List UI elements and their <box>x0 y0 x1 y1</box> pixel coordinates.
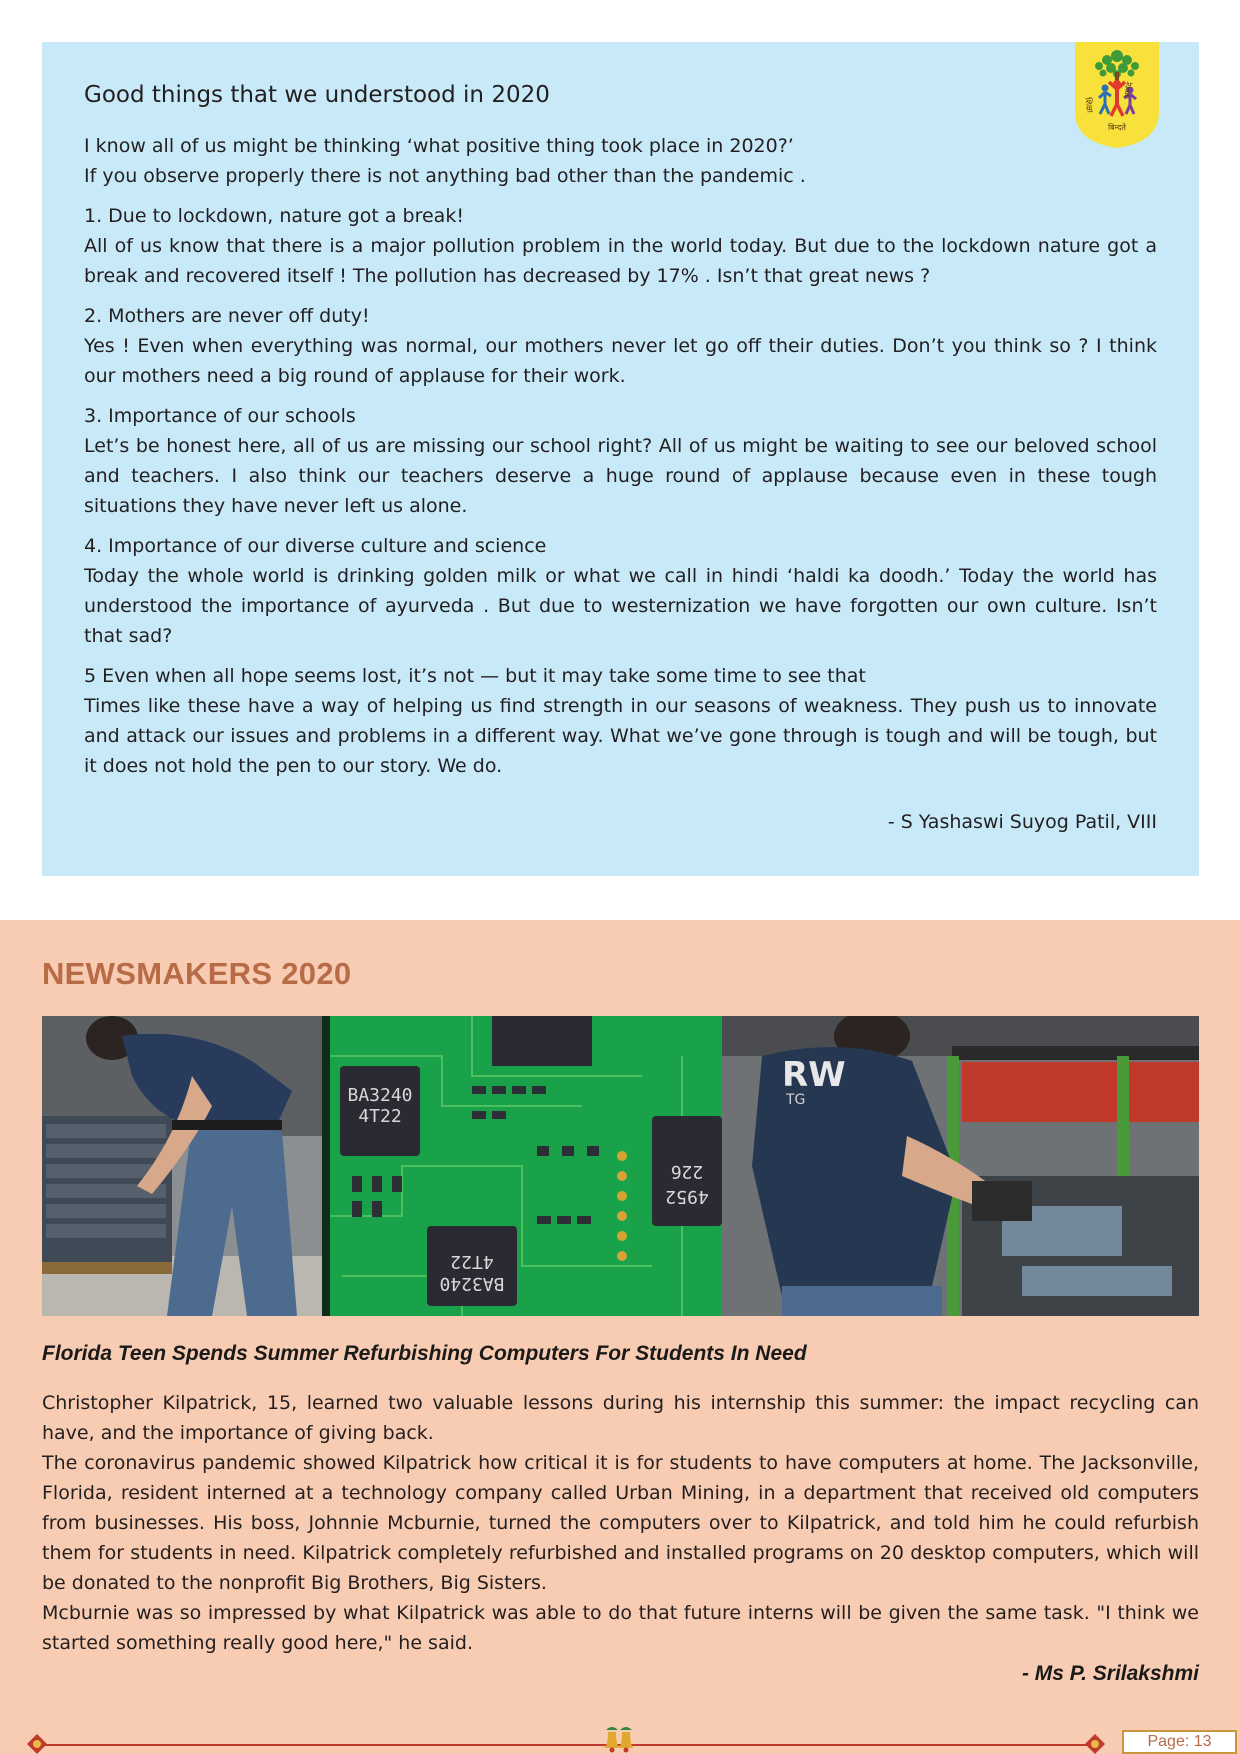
newsmakers-heading: NEWSMAKERS 2020 <box>42 956 352 991</box>
page-number: Page: 13 <box>1122 1730 1237 1754</box>
point-heading: 1. Due to lockdown, nature got a break! <box>84 204 464 227</box>
svg-text:4T22: 4T22 <box>358 1106 402 1127</box>
photo-teen-refurbishing <box>722 1016 1199 1316</box>
svg-text:4T22: 4T22 <box>450 1251 494 1272</box>
intro-line: I know all of us might be thinking ‘what positive thing took place in 2020?’ <box>84 134 794 157</box>
svg-text:आनंद: आनंद <box>1122 81 1135 100</box>
photo-teen-lifting-computers <box>42 1016 322 1316</box>
point-text: All of us know that there is a major pollution problem in the world today. But due to the lockdown nature got a break and recovered itself ! The pollution has decreased by 17% . Isn’t that great news ? <box>84 234 1157 287</box>
right-ornament-icon <box>1084 1733 1106 1754</box>
point-heading: 4. Importance of our diverse culture and science <box>84 534 547 557</box>
article-point-2 <box>84 301 1157 391</box>
school-logo <box>1075 42 1159 148</box>
news-subtitle: Florida Teen Spends Summer Refurbishing Computers For Students In Need <box>42 1342 807 1365</box>
news-credit: - Ms P. Srilakshmi <box>1021 1662 1199 1685</box>
photo-circuit-board <box>322 1016 722 1316</box>
article-point-1 <box>84 201 1157 291</box>
svg-text:BA3240: BA3240 <box>439 1273 505 1294</box>
footer-divider <box>36 1744 1096 1746</box>
point-heading: 3. Importance of our schools <box>84 404 356 427</box>
school-logo-emblem-icon <box>1075 42 1159 148</box>
point-text: Yes ! Even when everything was normal, our mothers never let go off their duties. Don’t you think so ? I think our mothers need a big round of applause for their work. <box>84 334 1157 387</box>
article-point-3 <box>84 401 1157 521</box>
point-text: Times like these have a way of helping us find strength in our seasons of weakness. They push us to innovate and attack our issues and problems in a different way. What we’ve gone through is tough and will be tough, but it does not hold the pen to our story. We do. <box>84 694 1157 777</box>
point-text: Today the whole world is drinking golden milk or what we call in hindi ‘haldi ka doodh.’ Today the world has understood the importance of ayurveda . But due to westernization we have forgotten our own culture. Isn’t that sad? <box>84 564 1157 647</box>
article-credit: - S Yashaswi Suyog Patil, VIII <box>887 810 1157 833</box>
point-heading: 5 Even when all hope seems lost, it’s not — but it may take some time to see that <box>84 664 866 687</box>
svg-text:RW: RW <box>782 1055 846 1095</box>
article-point-5 <box>84 661 1157 781</box>
point-heading: 2. Mothers are never off duty! <box>84 304 370 327</box>
svg-text:शिक्षा: शिक्षा <box>1083 96 1095 114</box>
news-paragraph: Christopher Kilpatrick, 15, learned two valuable lessons during his internship this summer: the impact recycling can have, and the importance of giving back. <box>42 1392 1199 1444</box>
intro-line: If you observe properly there is not anything bad other than the pandemic . <box>84 164 806 187</box>
svg-text:TG: TG <box>786 1092 806 1108</box>
left-ornament-icon <box>26 1733 48 1754</box>
news-paragraph: Mcburnie was so impressed by what Kilpatrick was able to do that future interns will be given the same task. "I think we started something really good here," he said. <box>42 1602 1199 1654</box>
news-body <box>42 1388 1199 1658</box>
photo-strip <box>42 1016 1199 1316</box>
svg-text:4952: 4952 <box>665 1186 709 1207</box>
article-title: Good things that we understood in 2020 <box>84 82 550 108</box>
svg-text:BA3240: BA3240 <box>347 1085 413 1106</box>
article-box <box>42 42 1199 876</box>
svg-text:226: 226 <box>670 1161 704 1182</box>
bells-icon <box>602 1724 636 1754</box>
newsmakers-section <box>0 920 1240 1754</box>
article-intro <box>84 131 1157 191</box>
article-point-4 <box>84 531 1157 651</box>
news-paragraph: The coronavirus pandemic showed Kilpatrick how critical it is for students to have computers at home. The Jacksonville, Florida, resident interned at a technology company called Urban Mining, in a department that received old computers from businesses. His boss, Johnnie Mcburnie, turned the computers over to Kilpatrick, and told him he could refurbish them for students in need. Kilpatrick completely refurbished and installed programs on 20 desktop computers, which will be donated to the nonprofit Big Brothers, Big Sisters. <box>42 1452 1199 1594</box>
svg-text:बिन्दते: बिन्दते <box>1108 123 1126 132</box>
point-text: Let’s be honest here, all of us are missing our school right? All of us might be waiting to see our beloved school and teachers. I also think our teachers deserve a huge round of applause because even in these tough situations they have never left us alone. <box>84 434 1157 517</box>
